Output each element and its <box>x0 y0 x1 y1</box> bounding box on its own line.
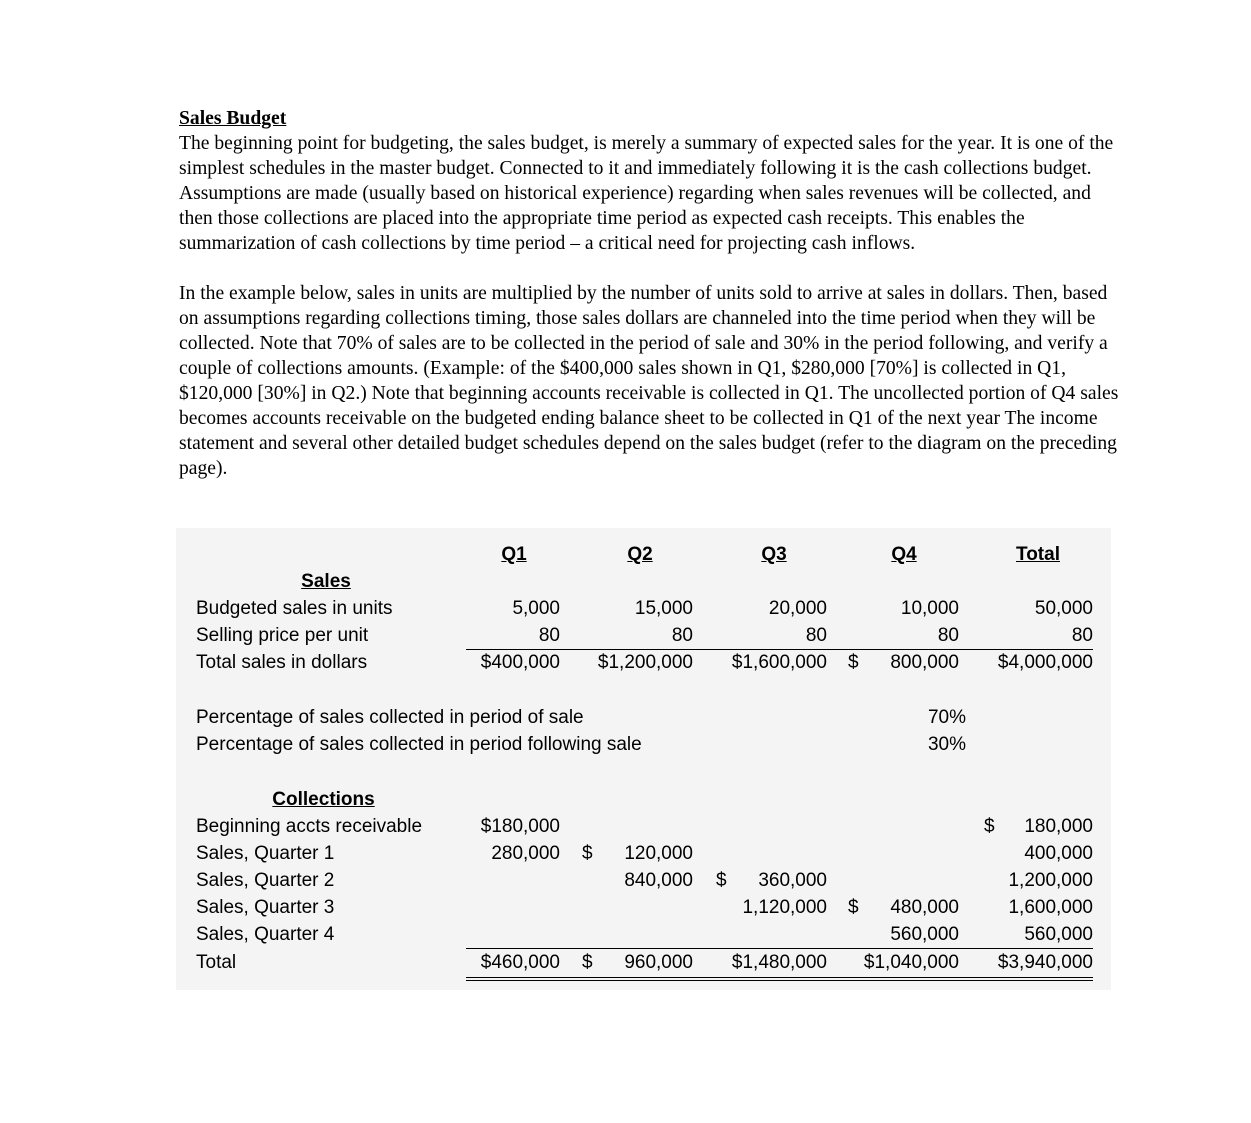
beginning-ar-total-sign: $ <box>984 816 995 837</box>
sales-q3-collect-q3: 1,120,000 <box>742 897 827 918</box>
row-label-sales-q2: Sales, Quarter 2 <box>196 870 335 891</box>
beginning-ar-total: 180,000 <box>1024 816 1093 837</box>
collections-total-q2-sign: $ <box>582 952 593 973</box>
units-q3: 20,000 <box>768 598 827 619</box>
subtotal-underline <box>466 649 1093 650</box>
row-label-sales-q3: Sales, Quarter 3 <box>196 897 335 918</box>
sales-q1-collect-q2: 120,000 <box>624 843 693 864</box>
row-label-sales-q1: Sales, Quarter 1 <box>196 843 335 864</box>
pct-label-period-of-sale: Percentage of sales collected in period of sale <box>196 707 584 728</box>
sales-q2-collect-q3-sign: $ <box>716 870 727 891</box>
sales-q2-collect-total: 1,200,000 <box>1008 870 1093 891</box>
sales-q4-collect-total: 560,000 <box>1024 924 1093 945</box>
beginning-ar-q1: $180,000 <box>480 816 560 837</box>
document-text <box>179 106 1129 481</box>
sales-q3-collect-q4-sign: $ <box>848 897 859 918</box>
header-q4: Q4 <box>891 544 917 565</box>
row-label-beginning-ar: Beginning accts receivable <box>196 816 423 837</box>
sales-dollars-total: $4,000,000 <box>997 652 1093 673</box>
row-label-total-sales: Total sales in dollars <box>196 652 368 673</box>
sales-q1-collect-q2-sign: $ <box>582 843 593 864</box>
price-q4: 80 <box>937 625 959 646</box>
sales-dollars-q4: 800,000 <box>890 652 959 673</box>
units-q4: 10,000 <box>900 598 959 619</box>
collections-subtotal-underline <box>466 948 1093 949</box>
header-q1: Q1 <box>501 544 527 565</box>
row-label-price: Selling price per unit <box>196 625 369 646</box>
section-heading: Sales Budget <box>179 108 287 129</box>
price-total: 80 <box>1071 625 1093 646</box>
row-label-sales-q4: Sales, Quarter 4 <box>196 924 335 945</box>
row-label-collections-total: Total <box>196 952 237 973</box>
sales-q4-collect-q4: 560,000 <box>890 924 959 945</box>
pct-label-following: Percentage of sales collected in period following sale <box>196 734 642 755</box>
units-q2: 15,000 <box>634 598 693 619</box>
collections-total-q3: $1,480,000 <box>731 952 827 973</box>
units-q1: 5,000 <box>512 598 560 619</box>
sales-dollars-q2: $1,200,000 <box>597 652 693 673</box>
sales-q1-collect-q1: 280,000 <box>491 843 560 864</box>
sales-q1-collect-total: 400,000 <box>1024 843 1093 864</box>
paragraph-example: In the example below, sales in units are multiplied by the number of units sold to arrive at sales in dollars. Then, based on assumptions regarding collections timing, those sales dollars are channeled into the time period when they will be collected. Note that 70% of sales are to be collected in the period of sale and 30% in the period following, and verify a couple of collections amounts. (Example: of the $400,000 sales shown in Q1, $280,000 [70%] is collected in Q1, $120,000 [30%] in Q2.) Note that beginning accounts receivable is collected in Q1. The uncollected portion of Q4 sales becomes accounts receivable on the budgeted ending balance sheet to be collected in Q1 of the next year The income statement and several other detailed budget schedules depend on the sales budget (refer to the diagram on the preceding page). <box>179 283 1119 479</box>
collections-section-title: Collections <box>272 789 375 810</box>
price-q1: 80 <box>538 625 560 646</box>
price-q2: 80 <box>671 625 693 646</box>
sales-dollars-q3: $1,600,000 <box>731 652 827 673</box>
sales-dollars-q1: $400,000 <box>480 652 560 673</box>
grand-total-double-underline <box>466 977 1093 981</box>
sales-budget-table <box>176 528 1111 990</box>
sales-q2-collect-q2: 840,000 <box>624 870 693 891</box>
collections-total-q4: $1,040,000 <box>863 952 959 973</box>
paragraph-intro: The beginning point for budgeting, the sales budget, is merely a summary of expected sales for the year. It is one of the simplest schedules in the master budget. Connected to it and immediately following it is the cash collections budget. Assumptions are made (usually based on historical experience) regarding when sales revenues will be collected, and then those collections are placed into the appropriate time period as expected cash receipts. This enables the summarization of cash collections by time period – a critical need for projecting cash inflows. <box>179 133 1114 254</box>
sales-q3-collect-q4: 480,000 <box>890 897 959 918</box>
sales-dollars-q4-sign: $ <box>848 652 859 673</box>
collections-total-total: $3,940,000 <box>997 952 1093 973</box>
pct-following: 30% <box>927 734 966 755</box>
collections-total-q2: 960,000 <box>624 952 693 973</box>
row-label-units: Budgeted sales in units <box>196 598 393 619</box>
sales-q3-collect-total: 1,600,000 <box>1008 897 1093 918</box>
sales-q2-collect-q3: 360,000 <box>758 870 827 891</box>
header-total: Total <box>1016 544 1060 565</box>
header-q2: Q2 <box>627 544 653 565</box>
header-q3: Q3 <box>761 544 787 565</box>
price-q3: 80 <box>805 625 827 646</box>
pct-period-of-sale: 70% <box>927 707 966 728</box>
sales-section-title: Sales <box>301 571 351 592</box>
units-total: 50,000 <box>1034 598 1093 619</box>
collections-total-q1: $460,000 <box>480 952 560 973</box>
